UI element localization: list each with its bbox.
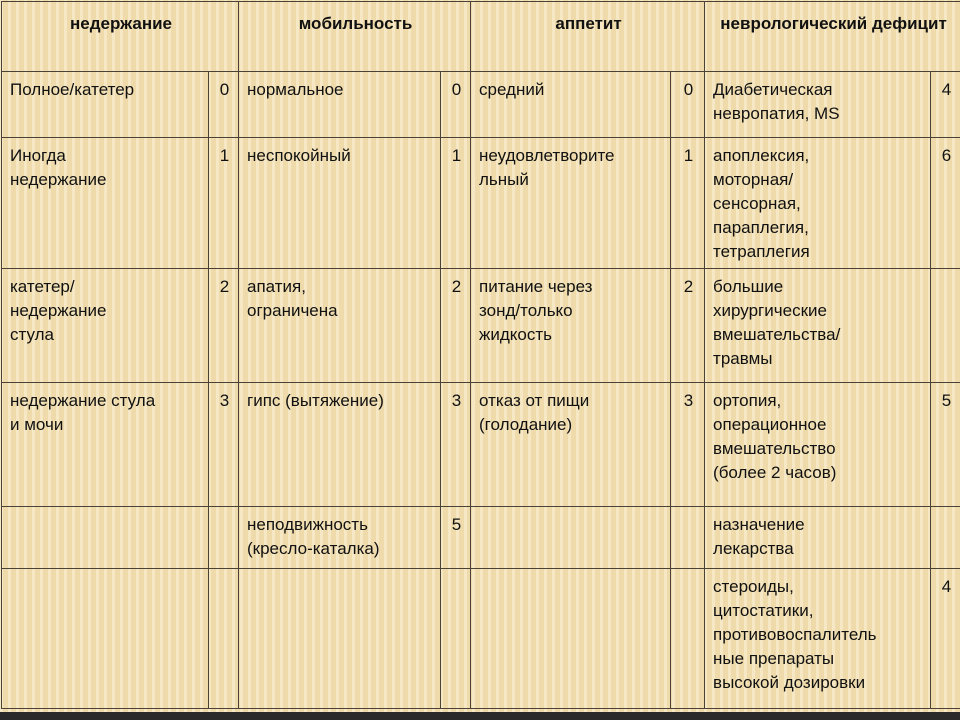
appetite-score-cell <box>671 569 705 709</box>
neuro-score: 5 <box>941 391 952 410</box>
mobility-text-line: ограничена <box>247 301 338 320</box>
header-appetite <box>471 2 705 72</box>
header-row <box>2 2 960 72</box>
incontinence-score-cell <box>209 72 239 138</box>
appetite-text-cell <box>471 269 671 383</box>
appetite-score-cell <box>671 507 705 569</box>
neuro-score-cell <box>931 269 960 383</box>
neuro-text-line: операционное <box>713 415 827 434</box>
appetite-score: 3 <box>683 391 694 410</box>
appetite-text-cell <box>471 507 671 569</box>
neuro-text-cell <box>705 269 931 383</box>
neuro-text-cell <box>705 569 931 709</box>
mobility-text-line: (кресло-каталка) <box>247 539 380 558</box>
appetite-text-line: льный <box>479 170 529 189</box>
mobility-text-cell <box>239 507 441 569</box>
neuro-text-cell <box>705 72 931 138</box>
table-row <box>2 507 960 569</box>
appetite-text-line: средний <box>479 80 545 99</box>
header-appetite-label: аппетит <box>555 14 622 33</box>
neuro-score: 4 <box>941 80 952 99</box>
appetite-score: 1 <box>683 146 694 165</box>
appetite-text-line: отказ от пищи <box>479 391 590 410</box>
appetite-score-cell <box>671 72 705 138</box>
appetite-text-cell <box>471 138 671 269</box>
neuro-text-line: вмешательство <box>713 439 836 458</box>
neuro-text-line: стероиды, <box>713 577 794 596</box>
mobility-score: 3 <box>451 391 462 410</box>
appetite-score: 2 <box>683 277 694 296</box>
mobility-text-line: гипс (вытяжение) <box>247 391 384 410</box>
neuro-text-cell <box>705 507 931 569</box>
risk-score-table <box>1 1 960 709</box>
table-row <box>2 269 960 383</box>
neuro-text-line: травмы <box>713 349 773 368</box>
mobility-text-line: апатия, <box>247 277 306 296</box>
incontinence-score-cell <box>209 269 239 383</box>
appetite-text-line: (голодание) <box>479 415 573 434</box>
appetite-text-line: зонд/только <box>479 301 573 320</box>
neuro-text-line: Диабетическая <box>713 80 833 99</box>
appetite-text-cell <box>471 569 671 709</box>
appetite-text-line: жидкость <box>479 325 553 344</box>
appetite-score-cell <box>671 383 705 507</box>
header-mobility-label: мобильность <box>298 14 413 33</box>
mobility-score: 5 <box>451 515 462 534</box>
header-incontinence <box>2 2 239 72</box>
neuro-text-line: сенсорная, <box>713 194 801 213</box>
mobility-text-line: нормальное <box>247 80 344 99</box>
incontinence-score-cell <box>209 138 239 269</box>
incontinence-score: 3 <box>219 391 230 410</box>
appetite-text-cell <box>471 383 671 507</box>
incontinence-score: 1 <box>219 146 230 165</box>
appetite-text-cell <box>471 72 671 138</box>
appetite-score-cell <box>671 269 705 383</box>
neuro-text-line: противовоспалитель <box>713 625 877 644</box>
mobility-score-cell <box>441 383 471 507</box>
table-row <box>2 569 960 709</box>
neuro-text-cell <box>705 138 931 269</box>
mobility-score-cell <box>441 507 471 569</box>
neuro-text-cell <box>705 383 931 507</box>
appetite-text-line: питание через <box>479 277 593 296</box>
mobility-score-cell <box>441 269 471 383</box>
neuro-text-line: ные препараты <box>713 649 835 668</box>
incontinence-text-line: Полное/катетер <box>10 80 135 99</box>
header-neuro <box>705 2 960 72</box>
mobility-score-cell <box>441 138 471 269</box>
incontinence-text-line: Иногда <box>10 146 66 165</box>
neuro-text-line: большие <box>713 277 784 296</box>
neuro-score-cell <box>931 138 960 269</box>
mobility-text-cell <box>239 72 441 138</box>
mobility-text-cell <box>239 269 441 383</box>
mobility-text-cell <box>239 138 441 269</box>
neuro-text-line: хирургические <box>713 301 827 320</box>
appetite-text-line: неудовлетворите <box>479 146 615 165</box>
neuro-score-cell <box>931 569 960 709</box>
incontinence-text-line: недержание стула <box>10 391 156 410</box>
incontinence-text-cell <box>2 507 209 569</box>
neuro-score: 4 <box>941 577 952 596</box>
neuro-score-cell <box>931 383 960 507</box>
neuro-text-line: лекарства <box>713 539 794 558</box>
neuro-score-cell <box>931 507 960 569</box>
slide-bottom-bar <box>0 712 960 720</box>
header-mobility <box>239 2 471 72</box>
incontinence-text-cell <box>2 569 209 709</box>
neuro-text-line: моторная/ <box>713 170 794 189</box>
table-row <box>2 138 960 269</box>
incontinence-score-cell <box>209 507 239 569</box>
mobility-text-line: неподвижность <box>247 515 368 534</box>
incontinence-text-cell <box>2 72 209 138</box>
header-incontinence-label: недержание <box>69 14 173 33</box>
incontinence-text-line: недержание <box>10 170 107 189</box>
neuro-text-line: параплегия, <box>713 218 809 237</box>
neuro-text-line: апоплексия, <box>713 146 810 165</box>
neuro-text-line: назначение <box>713 515 805 534</box>
neuro-text-line: вмешательства/ <box>713 325 841 344</box>
neuro-text-line: ортопия, <box>713 391 782 410</box>
neuro-score: 6 <box>941 146 952 165</box>
neuro-text-line: невропатия, MS <box>713 104 840 123</box>
incontinence-text-line: недержание <box>10 301 107 320</box>
incontinence-score-cell <box>209 383 239 507</box>
incontinence-text-cell <box>2 269 209 383</box>
mobility-score: 2 <box>451 277 462 296</box>
incontinence-text-line: стула <box>10 325 54 344</box>
mobility-score-cell <box>441 72 471 138</box>
incontinence-text-line: и мочи <box>10 415 64 434</box>
mobility-score: 1 <box>451 146 462 165</box>
mobility-text-cell <box>239 383 441 507</box>
neuro-text-line: (более 2 часов) <box>713 463 837 482</box>
mobility-text-cell <box>239 569 441 709</box>
header-neuro-line1: неврологический <box>720 14 868 33</box>
neuro-text-line: цитостатики, <box>713 601 814 620</box>
incontinence-text-cell <box>2 138 209 269</box>
incontinence-text-line: катетер/ <box>10 277 75 296</box>
incontinence-score-cell <box>209 569 239 709</box>
header-neuro-line2: дефицит <box>871 14 947 33</box>
appetite-score-cell <box>671 138 705 269</box>
table-row <box>2 72 960 138</box>
incontinence-text-cell <box>2 383 209 507</box>
mobility-score-cell <box>441 569 471 709</box>
neuro-text-line: высокой дозировки <box>713 673 866 692</box>
appetite-score: 0 <box>683 80 694 99</box>
neuro-text-line: тетраплегия <box>713 242 810 261</box>
mobility-text-line: неспокойный <box>247 146 351 165</box>
neuro-score-cell <box>931 72 960 138</box>
mobility-score: 0 <box>451 80 462 99</box>
table-row <box>2 383 960 507</box>
incontinence-score: 0 <box>219 80 230 99</box>
incontinence-score: 2 <box>219 277 230 296</box>
